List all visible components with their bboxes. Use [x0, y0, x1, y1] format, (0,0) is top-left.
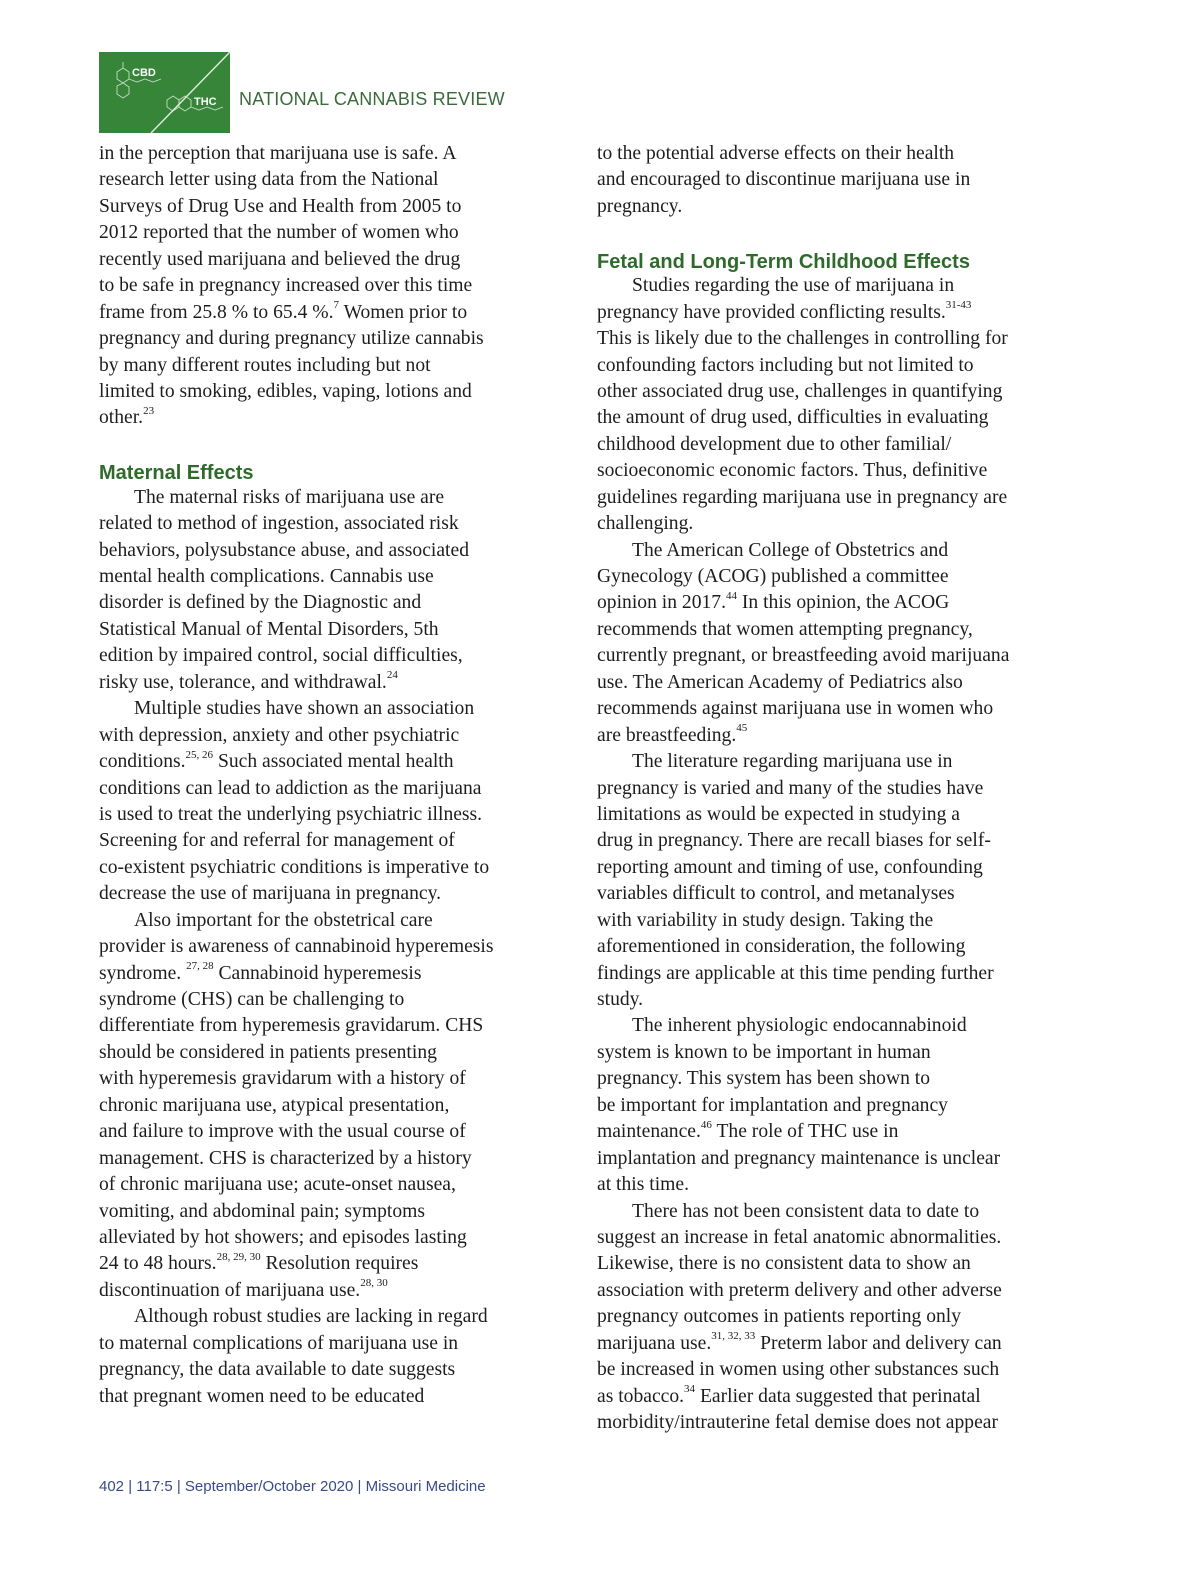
text-line: morbidity/intrauterine fetal demise does not appear — [597, 1412, 998, 1433]
text-line: by many different routes including but not — [99, 354, 431, 376]
text-line: vomiting, and abdominal pain; symptoms — [99, 1200, 425, 1222]
text-line: behaviors, polysubstance abuse, and associated — [99, 539, 469, 561]
text-line: The inherent physiologic endocannabinoid — [632, 1015, 967, 1037]
text-line: reporting amount and timing of use, confounding — [597, 856, 983, 878]
text-line: drug in pregnancy. There are recall biases for self- — [597, 830, 991, 852]
text-line: The American College of Obstetrics and — [632, 539, 949, 561]
text-line: syndrome (CHS) can be challenging to — [99, 989, 405, 1010]
right-column — [597, 141, 1057, 1436]
text-line: opinion in 2017.44 In this opinion, the ACOG — [597, 589, 950, 614]
logo-cbd-text: CBD — [132, 67, 156, 79]
text-line: to the potential adverse effects on their health — [597, 143, 955, 164]
text-line: variables difficult to control, and metanalyses — [597, 883, 955, 905]
paragraph — [597, 1199, 1057, 1437]
text-line: Also important for the obstetrical care — [134, 909, 433, 931]
text-line: disorder is defined by the Diagnostic and — [99, 592, 422, 614]
text-line: alleviated by hot showers; and episodes lasting — [99, 1226, 467, 1248]
text-line: syndrome. $^{27, 28}$ Cannabinoid hyperemesis — [99, 960, 422, 984]
paragraph — [597, 141, 1057, 220]
text-line: are breastfeeding.$^{45}$ — [597, 722, 748, 746]
citation: 24 — [386, 669, 398, 682]
text-line: Gynecology (ACOG) published a committee — [597, 566, 949, 587]
text-line: conditions can lead to addiction as the marijuana — [99, 777, 482, 799]
logo-thc-text: THC — [194, 96, 217, 108]
text-line: of chronic marijuana use; acute-onset nausea, — [99, 1174, 456, 1196]
text-line: recently used marijuana and believed the drug — [99, 248, 461, 270]
text-line: Statistical Manual of Mental Disorders, 5th — [99, 618, 439, 640]
text-line: 24 to 48 hours.$^{28, 29, 30}$ Resolution requires — [99, 1250, 419, 1275]
citation: 27, 28 — [186, 960, 214, 973]
text-line: as tobacco.$^{34}$ Earlier data suggested that perinatal — [597, 1383, 981, 1407]
text-line: Surveys of Drug Use and Health from 2005 to — [99, 195, 462, 217]
paragraph — [99, 485, 539, 697]
text-line: suggest an increase in fetal anatomic abnormalities. — [597, 1226, 1002, 1248]
text-line: frame from 25.8 % to 65.4 %.$^7$ Women prior to — [99, 299, 468, 323]
text-line: other.$^{23}$ — [99, 404, 155, 429]
text-line: and encouraged to discontinue marijuana use in — [597, 169, 971, 191]
paragraph — [99, 908, 539, 1305]
text-line: that pregnant women need to be educated — [99, 1385, 425, 1407]
citation: 23 — [143, 404, 155, 417]
paragraph — [597, 749, 1057, 1013]
text-line: be increased in women using other substances such — [597, 1359, 1000, 1381]
text-line: mental health complications. Cannabis use — [99, 566, 434, 587]
text-line: management. CHS is characterized by a history — [99, 1147, 472, 1169]
text-line: Multiple studies have shown an association — [134, 698, 475, 720]
citation: 7 — [333, 299, 340, 312]
text-line: discontinuation of marijuana use.$^{28, 30}$ — [99, 1277, 388, 1301]
text-line: risky use, tolerance, and withdrawal.$^{24}$ — [99, 669, 398, 693]
citation: 44 — [726, 589, 737, 602]
paragraph — [597, 538, 1057, 750]
text-line: maintenance.$^{46}$ The role of THC use in — [597, 1118, 899, 1143]
text-line: 2012 reported that the number of women who — [99, 222, 459, 244]
paragraph — [597, 1013, 1057, 1198]
journal-title: NATIONAL CANNABIS REVIEW — [239, 89, 505, 109]
text-line: system is known to be important in human — [597, 1041, 931, 1063]
text-line: recommends against marijuana use in women who — [597, 698, 994, 720]
citation: 34 — [684, 1383, 696, 1396]
text-line: the amount of drug used, difficulties in evaluating — [597, 407, 989, 429]
text-line: with hyperemesis gravidarum with a history of — [99, 1068, 466, 1090]
citation: 25, 26 — [185, 748, 214, 761]
text-line: The maternal risks of marijuana use are — [134, 486, 445, 508]
text-line: other associated drug use, challenges in quantifying — [597, 380, 1003, 402]
text-line: research letter using data from the National — [99, 169, 439, 191]
text-line: The literature regarding marijuana use in — [632, 751, 953, 773]
text-line: pregnancy have provided conflicting results.$^{31-43}$ — [597, 299, 972, 323]
text-line: pregnancy. This system has been shown to — [597, 1068, 931, 1090]
paragraph — [99, 1304, 539, 1410]
text-line: guidelines regarding marijuana use in pregnancy are — [597, 486, 1008, 508]
journal-logo — [99, 52, 230, 133]
text-line: implantation and pregnancy maintenance is unclear — [597, 1147, 1001, 1169]
text-line: conditions.$^{25, 26}$ Such associated mental health — [99, 748, 454, 773]
text-line: provider is awareness of cannabinoid hyperemesis — [99, 936, 494, 958]
citation: 31, 32, 33 — [711, 1330, 756, 1343]
text-line: should be considered in patients presenting — [99, 1041, 437, 1063]
text-line: is used to treat the underlying psychiatric illness. — [99, 803, 483, 825]
text-line: pregnancy. — [597, 195, 683, 217]
text-line: pregnancy outcomes in patients reporting only — [597, 1306, 962, 1328]
text-line: and failure to improve with the usual course of — [99, 1121, 466, 1143]
paragraph — [99, 141, 539, 432]
text-line: childhood development due to other familial/ — [597, 433, 952, 455]
citation: 45 — [736, 722, 748, 735]
paragraph — [99, 696, 539, 908]
text-line: Likewise, there is no consistent data to show an — [597, 1253, 971, 1275]
text-line: aforementioned in consideration, the following — [597, 936, 966, 958]
text-line: related to method of ingestion, associated risk — [99, 513, 459, 535]
text-line: There has not been consistent data to date to — [632, 1200, 980, 1222]
page-footer: 402 | 117:5 | September/October 2020 | Missouri Medicine — [99, 1478, 486, 1495]
text-line: to maternal complications of marijuana use in — [99, 1332, 459, 1354]
text-line: This is likely due to the challenges in controlling for — [597, 328, 1008, 350]
left-column — [99, 141, 539, 1410]
text-line: co-existent psychiatric conditions is imperative to — [99, 856, 490, 878]
text-line: confounding factors including but not limited to — [597, 354, 974, 376]
text-line: socioeconomic economic factors. Thus, definitive — [597, 460, 988, 482]
text-line: chronic marijuana use, atypical presentation, — [99, 1094, 450, 1116]
text-line: pregnancy and during pregnancy utilize cannabis — [99, 328, 484, 350]
text-line: association with preterm delivery and other adverse — [597, 1279, 1002, 1301]
section-heading-fetal-effects: Fetal and Long-Term Childhood Effects — [597, 250, 970, 273]
text-line: at this time. — [597, 1174, 689, 1196]
text-line: Studies regarding the use of marijuana in — [632, 275, 955, 297]
text-line: findings are applicable at this time pending further — [597, 962, 994, 984]
text-line: study. — [597, 989, 644, 1010]
citation: 31-43 — [945, 299, 972, 312]
text-line: edition by impaired control, social difficulties, — [99, 645, 463, 667]
citation: 46 — [700, 1118, 712, 1131]
text-line: recommends that women attempting pregnancy, — [597, 618, 973, 640]
citation: 28, 30 — [360, 1277, 388, 1290]
text-line: use. The American Academy of Pediatrics also — [597, 671, 963, 693]
text-line: in the perception that marijuana use is safe. A — [99, 143, 457, 164]
text-line: Although robust studies are lacking in regard — [134, 1306, 488, 1328]
text-line: with depression, anxiety and other psychiatric — [99, 724, 460, 746]
text-line: limitations as would be expected in studying a — [597, 803, 960, 825]
text-line: currently pregnant, or breastfeeding avoid marijuana — [597, 645, 1010, 667]
text-line: challenging. — [597, 513, 694, 535]
paragraph — [597, 273, 1057, 537]
text-line: to be safe in pregnancy increased over this time — [99, 275, 473, 297]
text-line: marijuana use.$^{31, 32, 33}$ Preterm labor and delivery can — [597, 1330, 1002, 1354]
text-line: pregnancy is varied and many of the studies have — [597, 777, 984, 799]
text-line: Screening for and referral for management of — [99, 830, 455, 852]
text-line: differentiate from hyperemesis gravidarum. CHS — [99, 1015, 484, 1037]
text-line: limited to smoking, edibles, vaping, lotions and — [99, 380, 472, 402]
citation: 28, 29, 30 — [216, 1250, 261, 1263]
text-line: pregnancy, the data available to date suggests — [99, 1359, 456, 1381]
text-line: decrease the use of marijuana in pregnancy. — [99, 883, 442, 905]
text-line: be important for implantation and pregnancy — [597, 1094, 948, 1116]
text-line: with variability in study design. Taking the — [597, 909, 934, 931]
section-heading-maternal-effects: Maternal Effects — [99, 462, 254, 485]
